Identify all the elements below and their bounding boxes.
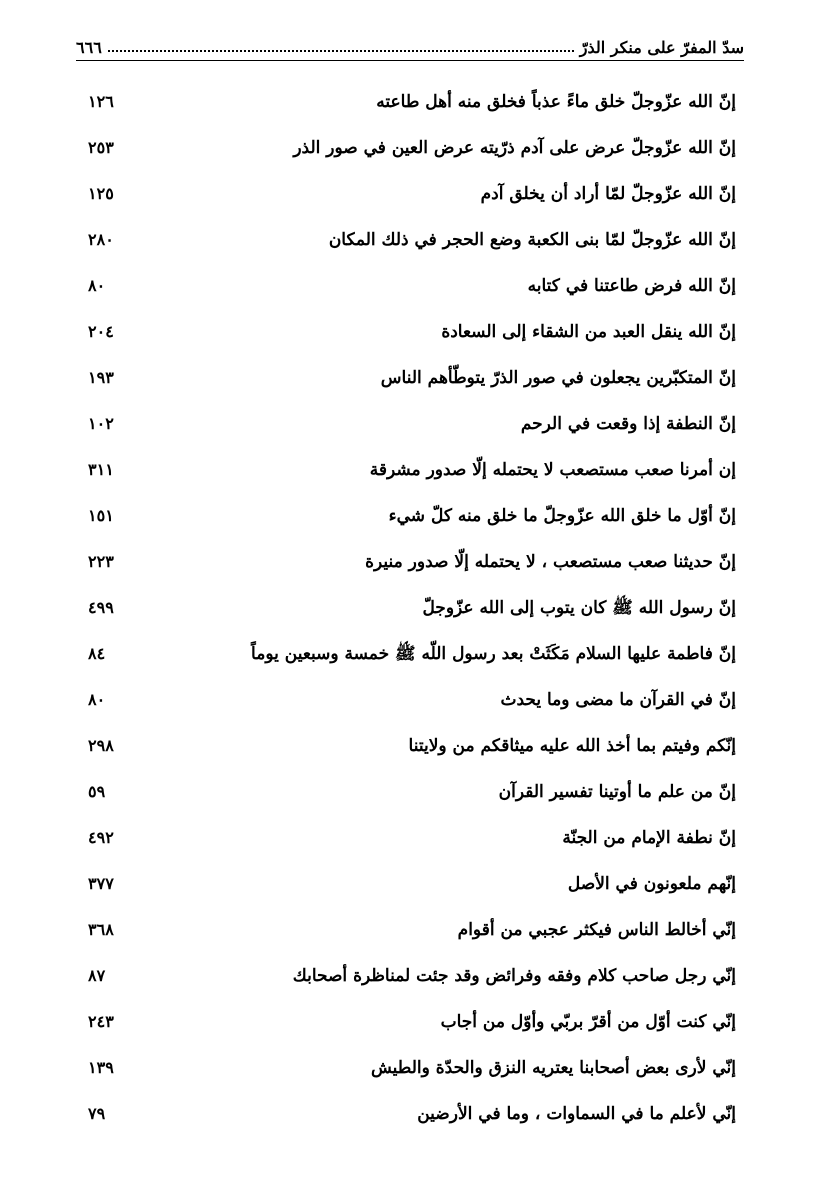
entry-text: إنّ الله ينقل العبد من الشقاء إلى السعادة bbox=[441, 322, 736, 342]
entry-page-number: ٣٦٨ bbox=[88, 920, 114, 939]
entry-text: إنّهم ملعونون في الأصل bbox=[567, 874, 736, 894]
entry-text: إنّ فاطمة عليها السلام مَكَثَتْ بعد رسول اللّه ﷺ خمسة وسبعين يوماً bbox=[251, 644, 736, 664]
index-entry bbox=[88, 171, 736, 217]
entry-page-number: ٨٤ bbox=[88, 644, 106, 663]
index-list bbox=[88, 79, 736, 1137]
index-entry bbox=[88, 723, 736, 769]
index-entry bbox=[88, 953, 736, 999]
entry-text: إنّ الله عزّوجلّ خلق ماءً عذباً فخلق منه أهل طاعته bbox=[376, 92, 736, 112]
entry-text: إنّي كنت أوّل من أقرّ بربّي وأوّل من أجاب bbox=[440, 1012, 736, 1032]
index-entry bbox=[88, 1091, 736, 1137]
header-dot-leader bbox=[108, 50, 574, 52]
entry-page-number: ١٢٦ bbox=[88, 92, 114, 111]
entry-text: إنّي رجل صاحب كلام وفقه وفرائض وقد جئت لمناظرة أصحابك bbox=[292, 966, 736, 986]
header-rule bbox=[76, 60, 744, 61]
entry-page-number: ١٥١ bbox=[88, 506, 114, 525]
entry-page-number: ٣١١ bbox=[88, 460, 114, 479]
entry-page-number: ١٩٣ bbox=[88, 368, 114, 387]
entry-page-number: ٢٩٨ bbox=[88, 736, 114, 755]
entry-page-number: ٢٥٣ bbox=[88, 138, 114, 157]
index-entry bbox=[88, 217, 736, 263]
index-entry bbox=[88, 263, 736, 309]
entry-page-number: ٢٠٤ bbox=[88, 322, 114, 341]
entry-page-number: ٥٩ bbox=[88, 782, 106, 801]
index-entry bbox=[88, 907, 736, 953]
entry-text: إنّ النطفة إذا وقعت في الرحم bbox=[520, 414, 736, 434]
index-entry bbox=[88, 861, 736, 907]
index-entry bbox=[88, 631, 736, 677]
entry-text: إنّ الله عزّوجلّ لمّا بنى الكعبة وضع الحجر في ذلك المكان bbox=[328, 230, 736, 250]
entry-text: إنّ في القرآن ما مضى وما يحدث bbox=[500, 690, 736, 710]
entry-text: إنّ رسول الله ﷺ كان يتوب إلى الله عزّوجلّ bbox=[422, 598, 736, 618]
entry-page-number: ١٢٥ bbox=[88, 184, 114, 203]
index-entry bbox=[88, 539, 736, 585]
entry-page-number: ٤٩٢ bbox=[88, 828, 114, 847]
entry-page-number: ٢٢٣ bbox=[88, 552, 114, 571]
index-entry bbox=[88, 677, 736, 723]
index-entry bbox=[88, 815, 736, 861]
entry-text: إنّ نطفة الإمام من الجنّة bbox=[562, 828, 736, 848]
index-entry bbox=[88, 447, 736, 493]
entry-text: إنّ أوّل ما خلق الله عزّوجلّ ما خلق منه كلّ شيء bbox=[388, 506, 736, 526]
index-entry bbox=[88, 125, 736, 171]
entry-text: إنّي لأعلم ما في السماوات ، وما في الأرضين bbox=[417, 1104, 736, 1124]
header-title: سدّ المفرّ على منكر الذرّ bbox=[579, 38, 744, 57]
entry-text: إن أمرنا صعب مستصعب لا يحتمله إلّا صدور مشرقة bbox=[369, 460, 736, 480]
entry-page-number: ٤٩٩ bbox=[88, 598, 114, 617]
entry-text: إنّ الله فرض طاعتنا في كتابه bbox=[527, 276, 736, 296]
index-entry bbox=[88, 1045, 736, 1091]
entry-page-number: ٢٨٠ bbox=[88, 230, 114, 249]
entry-text: إنّ الله عزّوجلّ عرض على آدم ذرّيته عرض العين في صور الذر bbox=[293, 138, 736, 158]
index-entry bbox=[88, 769, 736, 815]
entry-page-number: ٨٠ bbox=[88, 276, 106, 295]
entry-page-number: ١٠٢ bbox=[88, 414, 114, 433]
index-entry bbox=[88, 401, 736, 447]
index-entry bbox=[88, 585, 736, 631]
entry-text: إنّ الله عزّوجلّ لمّا أراد أن يخلق آدم bbox=[480, 184, 736, 204]
entry-page-number: ٨٠ bbox=[88, 690, 106, 709]
index-entry bbox=[88, 493, 736, 539]
entry-page-number: ٢٤٣ bbox=[88, 1012, 114, 1031]
index-entry bbox=[88, 309, 736, 355]
header-page-number: ٦٦٦ bbox=[76, 38, 102, 57]
index-entry bbox=[88, 999, 736, 1045]
entry-page-number: ٣٧٧ bbox=[88, 874, 114, 893]
entry-text: إنّ من علم ما أوتينا تفسير القرآن bbox=[498, 782, 736, 802]
entry-text: إنّي أخالط الناس فيكثر عجبي من أقوام bbox=[457, 920, 736, 940]
entry-text: إنّي لأرى بعض أصحابنا يعتريه النزق والحدّة والطيش bbox=[370, 1058, 736, 1078]
entry-text: إنّ المتكبّرين يجعلون في صور الذرّ يتوطّأهم الناس bbox=[380, 368, 736, 388]
entry-page-number: ٨٧ bbox=[88, 966, 106, 985]
running-header bbox=[76, 28, 744, 58]
entry-text: إنّ حديثنا صعب مستصعب ، لا يحتمله إلّا صدور منيرة bbox=[365, 552, 736, 572]
index-entry bbox=[88, 355, 736, 401]
entry-text: إنّكم وفيتم بما أخذ الله عليه ميثاقكم من ولايتنا bbox=[408, 736, 736, 756]
entry-page-number: ١٣٩ bbox=[88, 1058, 114, 1077]
entry-page-number: ٧٩ bbox=[88, 1104, 106, 1123]
index-entry bbox=[88, 79, 736, 125]
